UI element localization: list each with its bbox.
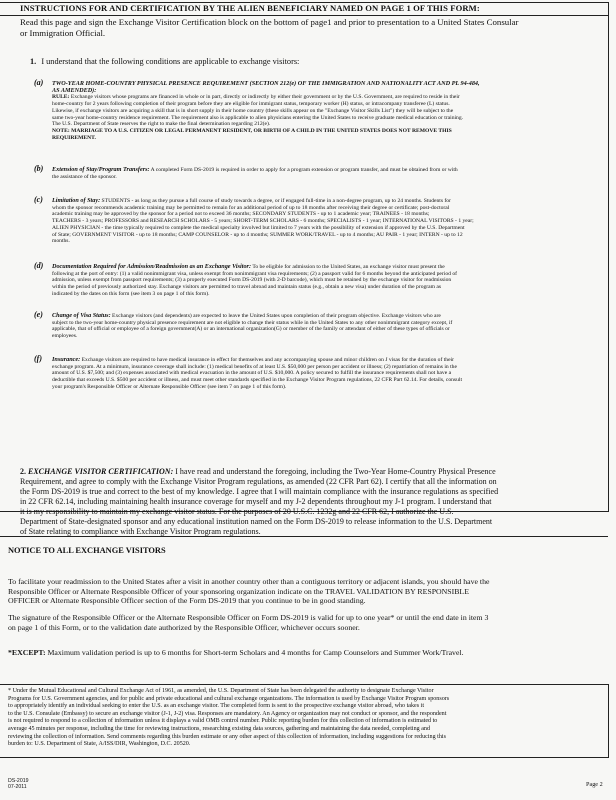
section-b-line: A completed Form DS-2019 is required in order to apply for a program extension or program transfer, and must be obtained from or with xyxy=(150,167,458,173)
section-c-line: STUDENTS - as long as they pursue a full course of study towards a degree, or if engaged full-time in a non-degree program, up to 24 months. Students for xyxy=(101,198,451,204)
item-1 xyxy=(30,57,299,66)
notice-line: To facilitate your readmission to the United States after a visit in another country other than a contiguous territory or adjacent islands, you should have the xyxy=(8,577,490,586)
section-b-label: (b) xyxy=(34,164,44,173)
item-1-number: 1. xyxy=(30,57,37,66)
section-f-line: Exchange visitors are required to have medical insurance in effect for themselves and any accompanying spouse and minor children on J visas for the duration of their xyxy=(81,357,454,363)
footnote-line: * Under the Mutual Educational and Cultural Exchange Act of 1961, as amended, the U.S. Department of State has been delegated the authority to designate Exchange Visitor xyxy=(8,688,434,694)
footnote-line: average 45 minutes per response, including the time for reviewing instructions, researching existing data sources, gathering and maintaining the data needed, completing and xyxy=(8,725,431,732)
section-f-line: your program's Responsible Officer or Alternate Responsible Officer (see item 7 on page 1 of this form). xyxy=(52,383,287,390)
section-e-line: employees. xyxy=(52,333,78,340)
section-b xyxy=(34,164,458,180)
section-a-line: Likewise, if exchange visitors are acquiring a skill that is in short supply in their home country (these skills appear on the "Exchange Visitor Skills List") they will be subject to the xyxy=(52,107,454,114)
footnote xyxy=(8,688,612,749)
notice-line: on page 1 of this Form, or to the validation date authorized by the Responsible Officer, whichever occurs sooner. xyxy=(8,622,360,632)
notice-paragraph-2 xyxy=(8,613,613,632)
rule-label: RULE: xyxy=(52,94,70,101)
item-2-title: EXCHANGE VISITOR CERTIFICATION: xyxy=(28,467,174,476)
section-e-label: (e) xyxy=(34,310,43,319)
except-text: Maximum validation period is up to 6 months for Short-term Scholars and 4 months for Camp Counselors and Summer Work/Travel. xyxy=(47,648,464,657)
item-2-line: in 22 CFR 62.14, including maintaining health insurance coverage for myself and my J-2 dependents throughout my J-1 program. I understand that xyxy=(20,497,492,506)
section-f-label: (f) xyxy=(34,354,42,363)
section-f-line: deductible that exceeds U.S. $500 per accident or illness, and must meet other standards specified in the Exchange Visitor Program regulations, 22 CFR Part 62.14. For details, consult xyxy=(52,377,462,384)
section-d-line: within the period of previously authorized stay. Exchange visitors are permitted to travel abroad and maintain status (e.g., obtain a new visa) under duration of the program as xyxy=(52,284,442,291)
section-b-title: Extension of Stay/Program Transfers: xyxy=(52,166,150,173)
intro-line: Read this page and sign the Exchange Visitor Certification block on the bottom of page1 and prior to presentation to a United States Consular xyxy=(20,17,519,27)
section-e-line: Exchange visitors (and dependents) are expected to leave the United States upon completion of their program objective. Exchange visitors who are xyxy=(112,313,441,319)
section-c-label: (c) xyxy=(34,195,43,204)
intro-line: or Immigration Official. xyxy=(20,27,106,38)
section-a-line: home-country for 2 years following completion of their program before they are eligible for immigrant status, temporary worker (H) status, or intracompany transferee (L) status. xyxy=(52,101,450,108)
form-number: DS-2019 xyxy=(8,778,29,784)
footnote-line: is not required to respond to a collection of information unless it displays a valid OMB control number. Public reporting burden for this collection of information is estimated to xyxy=(8,718,438,725)
section-d-line: following at the port of entry: (1) a valid nonimmigrant visa, unless exempt from nonimmigrant visa requirements; (2) a passport valid for 6 months beyond the anticipated period of xyxy=(52,270,457,277)
form-identifier xyxy=(8,778,28,791)
section-d-line: admission, unless exempt from passport requirements; (3) a properly executed Form DS-2019 (with 2-D barcode), which must be retained by the exchange visitor for readmission xyxy=(52,277,452,284)
section-c-line: ALIEN PHYSICIAN - the time typically required to complete the medical specialty involved but limited to 7 years with the possibility of extension if approved by the U.S. Department xyxy=(52,224,465,231)
section-e-line: subject to the two-year home-country physical presence requirement are not eligible to change their status while in the United States to any other nonimmigrant category except, if xyxy=(52,319,453,326)
section-a-label: (a) xyxy=(34,78,44,87)
notice-divider xyxy=(0,536,608,537)
section-e xyxy=(34,310,453,340)
item-2-number: 2. xyxy=(20,467,26,476)
notice-line: Responsible Officer or Alternate Responsible Officer of your sponsoring organization indicate on the TRAVEL VALIDATION BY RESPONSIBLE xyxy=(8,586,469,596)
form-date: 07-2011 xyxy=(8,784,27,791)
section-e-line: applicable, that of official or employee of a foreign government(A) or an international organization(G) or member of the family or attendant of either of these types of officials or xyxy=(52,326,450,333)
section-c-line: academic training may be approved by the sponsor for a period not to exceed 36 months; SECONDARY STUDENTS - up to 1 academic year; TRAINEES - 18 months; xyxy=(52,211,430,218)
footnote-line: reviewing the collection of information. Send comments regarding this burden estimate or any other aspect of this collection of information, including suggestions for reducing this xyxy=(8,733,446,740)
exchange-visitor-certification xyxy=(20,467,610,537)
section-a-line: Exchange visitors whose programs are financed in whole or in part, directly or indirectly by either their government or by the U.S. Government, are required to reside in their xyxy=(70,94,460,101)
notice-line: OFFICER or Alternate Responsible Officer section of the Form DS-2019 that you continue to be in good standing. xyxy=(8,596,366,606)
notice-line: The signature of the Responsible Officer or the Alternate Responsible Officer on Form DS-2019 is valid for up to one year* or until the end date in item 3 xyxy=(8,613,489,622)
section-f xyxy=(34,354,462,391)
section-d-line: indicated by the dates on this form (see item 3 on page 1 of this form). xyxy=(52,290,210,297)
section-f-title: Insurance: xyxy=(52,356,81,363)
section-e-title: Change of Visa Status: xyxy=(52,312,111,319)
instructions-box xyxy=(0,2,609,512)
item-2-line: Requirement, and agree to comply with the Exchange Visitor Program regulations, as amended (22 CFR Part 62). I certify that all the information on xyxy=(20,477,497,486)
section-b-line: the assistance of the sponsor. xyxy=(52,173,117,180)
intro-text xyxy=(20,17,616,38)
section-d xyxy=(34,261,457,298)
item-2-line: it is my responsibility to maintain my exchange visitor status. For the purposes of 20 U.S.C. 1232g and 22 CFR 62, I authorize the U.S. xyxy=(20,507,454,516)
section-f-line: amount of U.S. $7,500; and (3) expenses associated with medical evacuation in the amount of U.S. $10,000. A policy secured to fulfill the insurance requirements shall not have a xyxy=(52,370,452,377)
section-a-line: same two-year home-country residence requirement. The requirement also is applicable to alien physicians entering the United States to receive graduate medical education or training. xyxy=(52,114,464,121)
item-2-line: of State relating to compliance with Exchange Visitor Program regulations. xyxy=(20,527,261,536)
item-2-line: the Form DS-2019 is true and correct to the best of my knowledge. I agree that I will maintain compliance with the insurance regulations as specified xyxy=(20,487,499,496)
notice-paragraph-1 xyxy=(8,577,613,606)
item-1-text: I understand that the following conditions are applicable to exchange visitors: xyxy=(41,57,300,66)
page-number: Page 2 xyxy=(586,781,603,788)
section-a-title-line: TWO-YEAR HOME-COUNTRY PHYSICAL PRESENCE REQUIREMENT (SECTION 212(e) OF THE IMMIGRATION AND NATIONALITY ACT AND PL 94-484, xyxy=(52,80,480,87)
section-c-line: months. xyxy=(52,238,70,245)
section-c-title: Limitation of Stay: xyxy=(52,197,101,204)
section-a xyxy=(34,78,480,141)
section-d-title: Documentation Required for Admission/Readmission as an Exchange Visitor: xyxy=(52,263,252,270)
section-c-line: TEACHERS - 3 years; PROFESSORS and RESEARCH SCHOLARS - 5 years; SHORT-TERM SCHOLARS - 6 months; SPECIALISTS - 1 year; INTERNATIONAL VISITORS - 1 year; xyxy=(52,218,474,225)
footnote-line: burden to: U.S. Department of State, A/ISS/DIR, Washington, D.C. 20520. xyxy=(8,741,191,748)
instructions-title: INSTRUCTIONS FOR AND CERTIFICATION BY THE ALIEN BENEFICIARY NAMED ON PAGE 1 OF THIS FORM: xyxy=(20,3,480,13)
section-c-line: of State; GOVERNMENT VISITOR - up to 18 months; CAMP COUNSELOR - up to 4 months; SUMMER WORK/TRAVEL - up to 4 months; AU PAIR - 1 year; INTERN - up to 12 xyxy=(52,231,463,238)
footnote-line: to the U.S. Consulate (Embassy) to secure an exchange visitor (J-1, J-2) visa. Responses are mandatory. An Agency or organization may not conduct or sponsor, and the respondent xyxy=(8,710,447,717)
section-a-note: REQUIREMENT. xyxy=(52,134,96,141)
section-d-line: To be eligible for admission to the United States, an exchange visitor must present the xyxy=(252,264,445,270)
section-a-note: NOTE: MARRIAGE TO A U.S. CITIZEN OR LEGAL PERMANENT RESIDENT, OR BIRTH OF A CHILD IN THE UNITED STATES DOES NOT REMOVE THIS xyxy=(52,127,452,134)
footnote-line: to appropriately identify an individual seeking to enter the U.S. as an exchange visitor. The completed form is sent to the prospective exchange visitor abroad, who takes it xyxy=(8,703,425,710)
section-a-line: The U.S. Department of State reserves the right to make the final determination regarding 212(e). xyxy=(52,121,271,128)
notice-title: NOTICE TO ALL EXCHANGE VISITORS xyxy=(8,546,166,555)
section-d-label: (d) xyxy=(34,261,44,270)
item-2-line: I have read and understand the foregoing, including the Two-Year Home-Country Physical Presence xyxy=(175,467,496,476)
section-c-line: whom the sponsor recommends academic training may be permitted to remain for an additional period of up to 18 months after receiving their degree or certificate; post-doctoral xyxy=(52,204,450,211)
footnote-line: Programs for U.S. Government agencies, and for public and private educational and cultural exchange organizations. The information is used by Exchange Visitor Program sponsors xyxy=(8,695,450,702)
except-note xyxy=(8,648,613,658)
section-c xyxy=(34,195,474,245)
section-a-title-line: AS AMENDED): xyxy=(52,86,97,94)
section-f-line: exchange program. At a minimum, insurance coverage shall include: (1) medical benefits of at least U.S. $50,000 per person per accident or illness; (2) repatriation of remains in the xyxy=(52,363,457,370)
item-2-line: Department of State-designated sponsor and any educational institution named on the Form DS-2019 to release information to the U.S. Department xyxy=(20,517,493,526)
except-label: *EXCEPT: xyxy=(8,648,46,657)
